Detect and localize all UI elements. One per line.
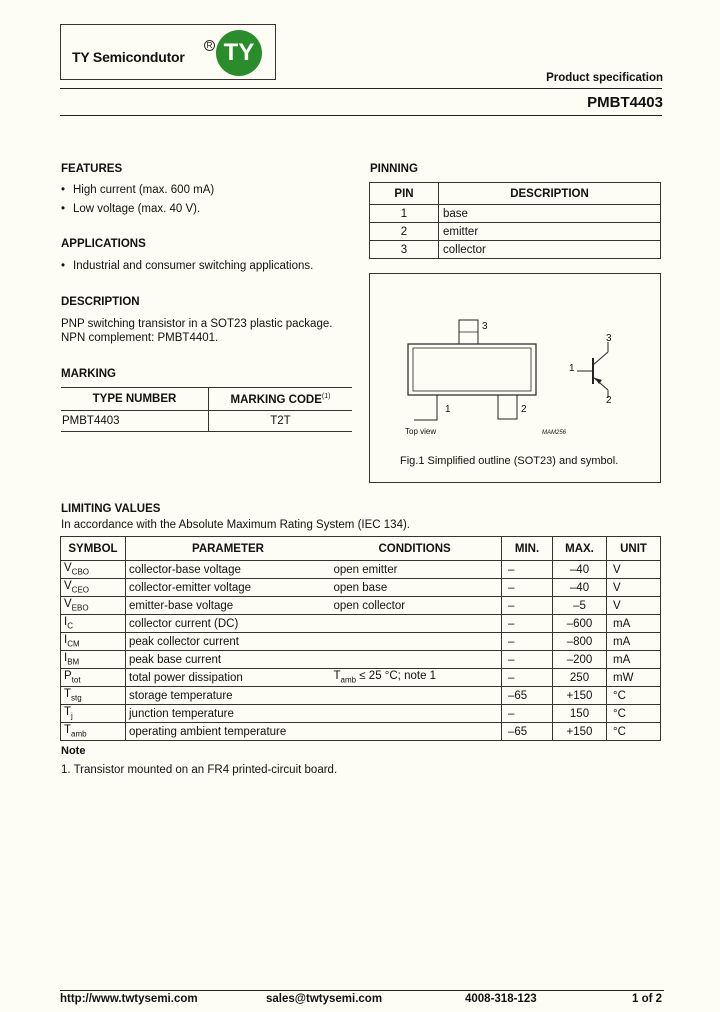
pin2-label: 2 [521, 404, 527, 415]
conditions-cell [332, 705, 502, 723]
parameter-cell: storage temperature [126, 687, 332, 705]
max-cell: –200 [553, 651, 607, 669]
desc-col-header: DESCRIPTION [439, 183, 661, 205]
symbol-cell: $I_C$ [61, 615, 126, 633]
max-cell: +150 [553, 723, 607, 741]
symbol-cell: $V_{EBO}$ [61, 597, 126, 615]
marking-code-cell: T2T [209, 411, 353, 432]
min-cell: –65 [502, 723, 553, 741]
table-row [61, 561, 661, 579]
conditions-cell: open base [332, 579, 502, 597]
footer-rule [60, 990, 664, 991]
symbol-pin1-label: 1 [569, 363, 575, 374]
conditions-cell [332, 687, 502, 705]
pin-desc: collector [439, 241, 661, 259]
note-title: Note [61, 745, 86, 757]
max-cell: +150 [553, 687, 607, 705]
footer-email[interactable]: sales@twtysemi.com [266, 993, 383, 1005]
description-line: PNP switching transistor in a SOT23 plastic package. [61, 318, 333, 330]
pinning-title: PINNING [370, 163, 418, 175]
max-cell: –5 [553, 597, 607, 615]
symbol-cell: $T_{amb}$ [61, 723, 126, 741]
symbol-cell: $P_{tot}$ [61, 669, 126, 687]
max-cell: –40 [553, 579, 607, 597]
brand-name: TY Semicondutor [72, 49, 185, 65]
parameter-cell: junction temperature [126, 705, 332, 723]
pinning-table [369, 182, 661, 259]
marking-col-type: TYPE NUMBER [61, 388, 209, 411]
figure-caption: Fig.1 Simplified outline (SOT23) and symbol. [400, 455, 619, 467]
unit-cell: °C [607, 723, 661, 741]
min-cell: – [502, 705, 553, 723]
list-item: • Low voltage (max. 40 V). [61, 203, 201, 215]
table-row [61, 597, 661, 615]
col-parameter: PARAMETER [126, 537, 332, 561]
min-cell: – [502, 651, 553, 669]
unit-cell: mA [607, 633, 661, 651]
table-row [61, 687, 661, 705]
logo-box [60, 24, 276, 80]
conditions-cell [332, 633, 502, 651]
features-title: FEATURES [61, 163, 123, 175]
pin-desc: base [439, 205, 661, 223]
header-rule-2 [60, 115, 662, 116]
max-cell: 150 [553, 705, 607, 723]
conditions-cell [332, 651, 502, 669]
pin-col-header: PIN [370, 183, 439, 205]
table-row [370, 241, 661, 259]
symbol-cell: $T_j$ [61, 705, 126, 723]
min-cell: – [502, 615, 553, 633]
min-cell: – [502, 579, 553, 597]
symbol-cell: $V_{CBO}$ [61, 561, 126, 579]
symbol-cell: $V_{CEO}$ [61, 579, 126, 597]
limiting-subtitle: In accordance with the Absolute Maximum Rating System (IEC 134). [61, 519, 410, 531]
table-row [370, 205, 661, 223]
table-row [370, 223, 661, 241]
marking-title: MARKING [61, 368, 116, 380]
min-cell: – [502, 633, 553, 651]
col-conditions: CONDITIONS [332, 537, 502, 561]
table-row [61, 579, 661, 597]
list-item: • Industrial and consumer switching applications. [61, 260, 314, 272]
max-cell: –600 [553, 615, 607, 633]
unit-cell: mW [607, 669, 661, 687]
pin3-label: 3 [482, 321, 488, 332]
doc-type: Product specification [546, 72, 663, 84]
part-number: PMBT4403 [587, 94, 663, 111]
parameter-cell: total power dissipation [126, 669, 332, 687]
top-view-label: Top view [405, 427, 437, 436]
min-cell: – [502, 597, 553, 615]
unit-cell: V [607, 561, 661, 579]
conditions-cell [332, 723, 502, 741]
unit-cell: °C [607, 705, 661, 723]
pin1-label: 1 [445, 404, 451, 415]
table-row [61, 411, 352, 432]
figure-code: MAM256 [542, 430, 567, 436]
max-cell: –40 [553, 561, 607, 579]
registered-mark: R [204, 40, 215, 51]
note-item: 1. Transistor mounted on an FR4 printed-circuit board. [61, 764, 338, 776]
table-row [61, 633, 661, 651]
parameter-cell: peak collector current [126, 633, 332, 651]
parameter-cell: emitter-base voltage [126, 597, 332, 615]
max-cell: 250 [553, 669, 607, 687]
min-cell: –65 [502, 687, 553, 705]
description-line: NPN complement: PMBT4401. [61, 332, 219, 344]
unit-cell: mA [607, 651, 661, 669]
symbol-pin3-label: 3 [606, 333, 612, 344]
marking-col-code: MARKING CODE$^{(1)}$ [209, 388, 353, 411]
unit-cell: V [607, 579, 661, 597]
symbol-cell: $I_{CM}$ [61, 633, 126, 651]
col-min: MIN. [502, 537, 553, 561]
symbol-cell: $I_{BM}$ [61, 651, 126, 669]
limiting-title: LIMITING VALUES [61, 503, 161, 515]
max-cell: –800 [553, 633, 607, 651]
parameter-cell: collector-base voltage [126, 561, 332, 579]
table-row [61, 723, 661, 741]
list-item: • High current (max. 600 mA) [61, 184, 215, 196]
symbol-cell: $T_{stg}$ [61, 687, 126, 705]
min-cell: – [502, 561, 553, 579]
logo-icon: TY [216, 30, 262, 76]
pin-number: 2 [370, 223, 439, 241]
pin-number: 3 [370, 241, 439, 259]
min-cell: – [502, 669, 553, 687]
conditions-cell [332, 615, 502, 633]
parameter-cell: collector current (DC) [126, 615, 332, 633]
symbol-pin2-label: 2 [606, 395, 612, 406]
table-row [61, 669, 661, 687]
marking-type-cell: PMBT4403 [62, 415, 120, 427]
col-unit: UNIT [607, 537, 661, 561]
col-max: MAX. [553, 537, 607, 561]
marking-table [61, 387, 352, 432]
limiting-values-table [60, 536, 661, 741]
conditions-cell: $T_{amb} \le 25$ °C; note 1 [332, 669, 502, 687]
parameter-cell: operating ambient temperature [126, 723, 332, 741]
footer-phone: 4008-318-123 [465, 993, 537, 1005]
sot23-outline-icon [370, 274, 660, 482]
col-symbol: SYMBOL [61, 537, 126, 561]
pin-number: 1 [370, 205, 439, 223]
description-title: DESCRIPTION [61, 296, 140, 308]
unit-cell: mA [607, 615, 661, 633]
table-row [61, 615, 661, 633]
unit-cell: V [607, 597, 661, 615]
pin-desc: emitter [439, 223, 661, 241]
footer-page: 1 of 2 [632, 993, 663, 1005]
unit-cell: °C [607, 687, 661, 705]
table-row [61, 651, 661, 669]
table-row [61, 705, 661, 723]
header-rule [60, 88, 662, 89]
conditions-cell: open collector [332, 597, 502, 615]
applications-title: APPLICATIONS [61, 238, 146, 250]
figure-box [369, 273, 661, 483]
conditions-cell: open emitter [332, 561, 502, 579]
parameter-cell: peak base current [126, 651, 332, 669]
footer-url[interactable]: http://www.twtysemi.com [60, 993, 198, 1005]
parameter-cell: collector-emitter voltage [126, 579, 332, 597]
